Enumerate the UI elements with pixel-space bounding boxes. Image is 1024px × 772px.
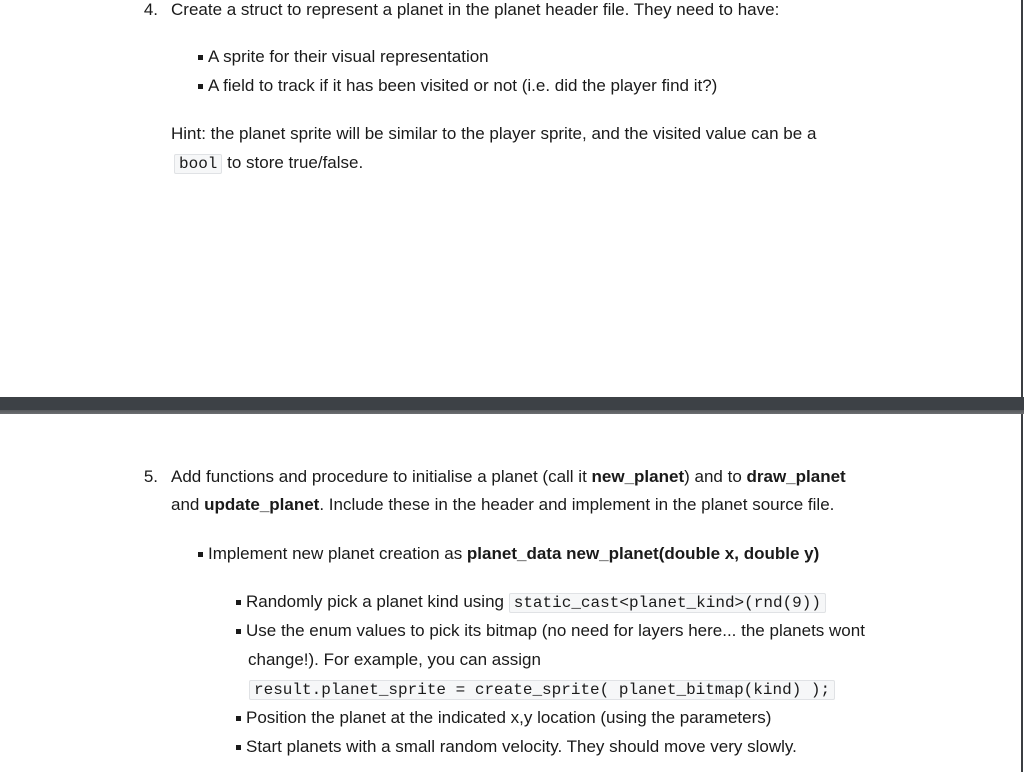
velocity-text: Start planets with a small random velocity. They should move very slowly. (246, 737, 797, 756)
random-code: static_cast<planet_kind>(rnd(9)) (509, 593, 826, 613)
task4-bullet-1 (198, 47, 489, 67)
sub-bullet-velocity (236, 737, 797, 757)
task5-line1-text-c: ) and to (684, 467, 747, 486)
task5-bullet-text (198, 544, 819, 563)
bullet-marker (236, 745, 241, 750)
task5-bullet-lead: Implement new planet creation as (208, 544, 467, 563)
sub-bullet-position (236, 708, 771, 728)
enum-line2: change!). For example, you can assign (248, 650, 541, 669)
task5-line1-text-a: Add functions and procedure to initialise a planet (call it (171, 467, 592, 486)
hint-line2-text: to store true/false. (227, 153, 364, 172)
hint-bool-code: bool (174, 154, 222, 174)
sub-bullet-enum (236, 621, 865, 641)
task5-line2-text-a: and (171, 495, 205, 514)
bullet-marker (198, 84, 203, 89)
task4-number: 4. (143, 0, 158, 19)
enum-code: result.planet_sprite = create_sprite( planet_bitmap(kind) ); (249, 680, 835, 700)
task5-number: 5. (143, 467, 158, 486)
new-planet-signature: planet_data new_planet(double x, double y) (466, 544, 820, 563)
task5-line2-text-c: . Include these in the header and implement in the planet source file. (319, 495, 835, 514)
task4-hint-line1: Hint: the planet sprite will be similar to the player sprite, and the visited value can be a (171, 124, 817, 143)
task4-bullet-1-text: A sprite for their visual representation (208, 47, 489, 66)
enum-code-line (249, 679, 835, 700)
draw-planet-term: draw_planet (746, 467, 846, 486)
task4-heading: Create a struct to represent a planet in the planet header file. They need to have: (171, 0, 780, 19)
bullet-marker (198, 55, 203, 60)
task4-bullet-2-text: A field to track if it has been visited or not (i.e. did the player find it?) (208, 76, 718, 95)
bullet-marker (236, 629, 241, 634)
bullet-marker (198, 552, 203, 557)
random-text: Randomly pick a planet kind using (246, 592, 504, 611)
enum-line1: Use the enum values to pick its bitmap (no need for layers here... the planets wont (246, 621, 865, 640)
bullet-marker (236, 600, 241, 605)
update-planet-term: update_planet (204, 495, 320, 514)
task5-line1 (171, 467, 846, 487)
task5-line2 (171, 495, 834, 515)
task4-hint-line2 (174, 153, 363, 174)
task5-bullet (198, 544, 819, 564)
bullet-marker (236, 716, 241, 721)
task4-bullet-2 (198, 76, 717, 96)
sub-bullet-random (236, 592, 826, 613)
position-text: Position the planet at the indicated x,y location (using the parameters) (246, 708, 772, 727)
new-planet-term: new_planet (591, 467, 685, 486)
sub-bullet-random-text (236, 592, 826, 611)
page-divider (0, 397, 1024, 414)
